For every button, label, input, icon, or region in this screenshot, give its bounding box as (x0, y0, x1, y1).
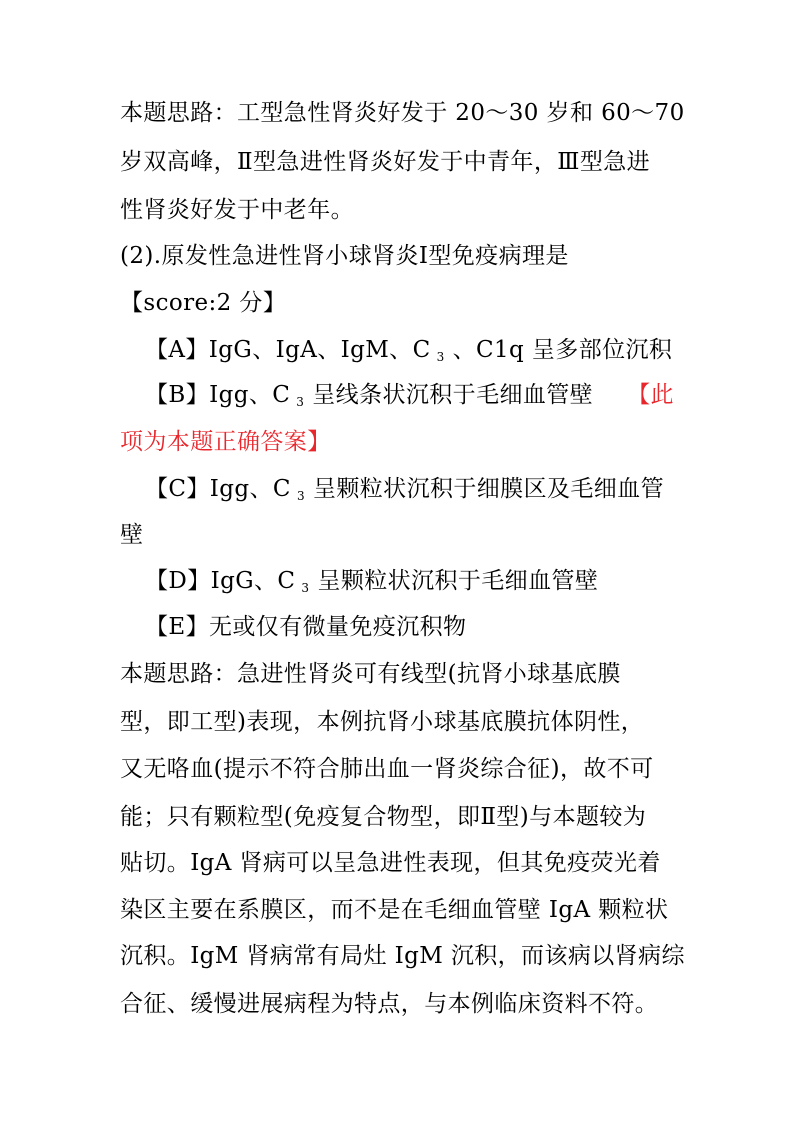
option-e: 【E】无或仅有微量免疫沉积物 (145, 614, 467, 640)
option-a-pre: 【A】IgG、IgA、IgM、C (145, 337, 431, 363)
explanation-line-1: 本题思路：急进性肾炎可有线型(抗肾小球基底膜 (120, 661, 621, 687)
option-b-pre: 【B】Igg、C (145, 382, 291, 408)
score-label: 【score:2 分】 (120, 290, 287, 316)
option-c-continued: 壁 (120, 522, 144, 548)
correct-answer-mark-continued: 项为本题正确答案】 (120, 429, 331, 455)
prev-explanation-line-2: 岁双高峰，Ⅱ型急进性肾炎好发于中青年，Ⅲ型急进 (120, 149, 651, 175)
option-c (145, 474, 705, 511)
option-a (145, 335, 705, 372)
option-c-pre: 【C】Igg、C (145, 476, 291, 502)
explanation-line-3: 又无咯血(提示不符合肺出血一肾炎综合征)，故不可 (120, 756, 654, 782)
explanation-line-8: 合征、缓慢进展病程为特点，与本例临床资料不符。 (120, 991, 659, 1017)
correct-answer-mark: 【此 (627, 382, 674, 408)
option-a-post: 、C1q 呈多部位沉积 (452, 337, 673, 363)
explanation-line-4: 能；只有颗粒型(免疫复合物型，即Ⅱ型)与本题较为 (120, 804, 647, 830)
option-c-subscript: 3 (296, 489, 305, 503)
question-text: (2).原发性急进性肾小球肾炎Ⅰ型免疫病理是 (120, 243, 569, 269)
option-d-subscript: 3 (301, 581, 310, 595)
option-d-post: 呈颗粒状沉积于毛细血管壁 (317, 568, 599, 594)
prev-explanation-line-3: 性肾炎好发于中老年。 (120, 197, 354, 223)
option-d (145, 566, 705, 603)
option-a-subscript: 3 (436, 350, 445, 364)
option-b-subscript: 3 (296, 395, 305, 409)
option-d-pre: 【D】IgG、C (145, 568, 296, 594)
explanation-line-5: 贴切。IgA 肾病可以呈急进性表现，但其免疫荧光着 (120, 850, 661, 876)
prev-explanation-line-1: 本题思路：工型急性肾炎好发于 20～30 岁和 60～70 (120, 100, 685, 126)
explanation-line-2: 型，即工型)表现，本例抗肾小球基底膜抗体阴性， (120, 709, 645, 735)
explanation-line-6: 染区主要在系膜区，而不是在毛细血管壁 IgA 颗粒状 (120, 897, 669, 923)
option-b-post: 呈线条状沉积于毛细血管壁 (312, 382, 594, 408)
option-c-post: 呈颗粒状沉积于细膜区及毛细血管 (312, 476, 664, 502)
explanation-line-7: 沉积。IgM 肾病常有局灶 IgM 沉积，而该病以肾病综 (120, 943, 685, 969)
option-b (145, 380, 680, 417)
